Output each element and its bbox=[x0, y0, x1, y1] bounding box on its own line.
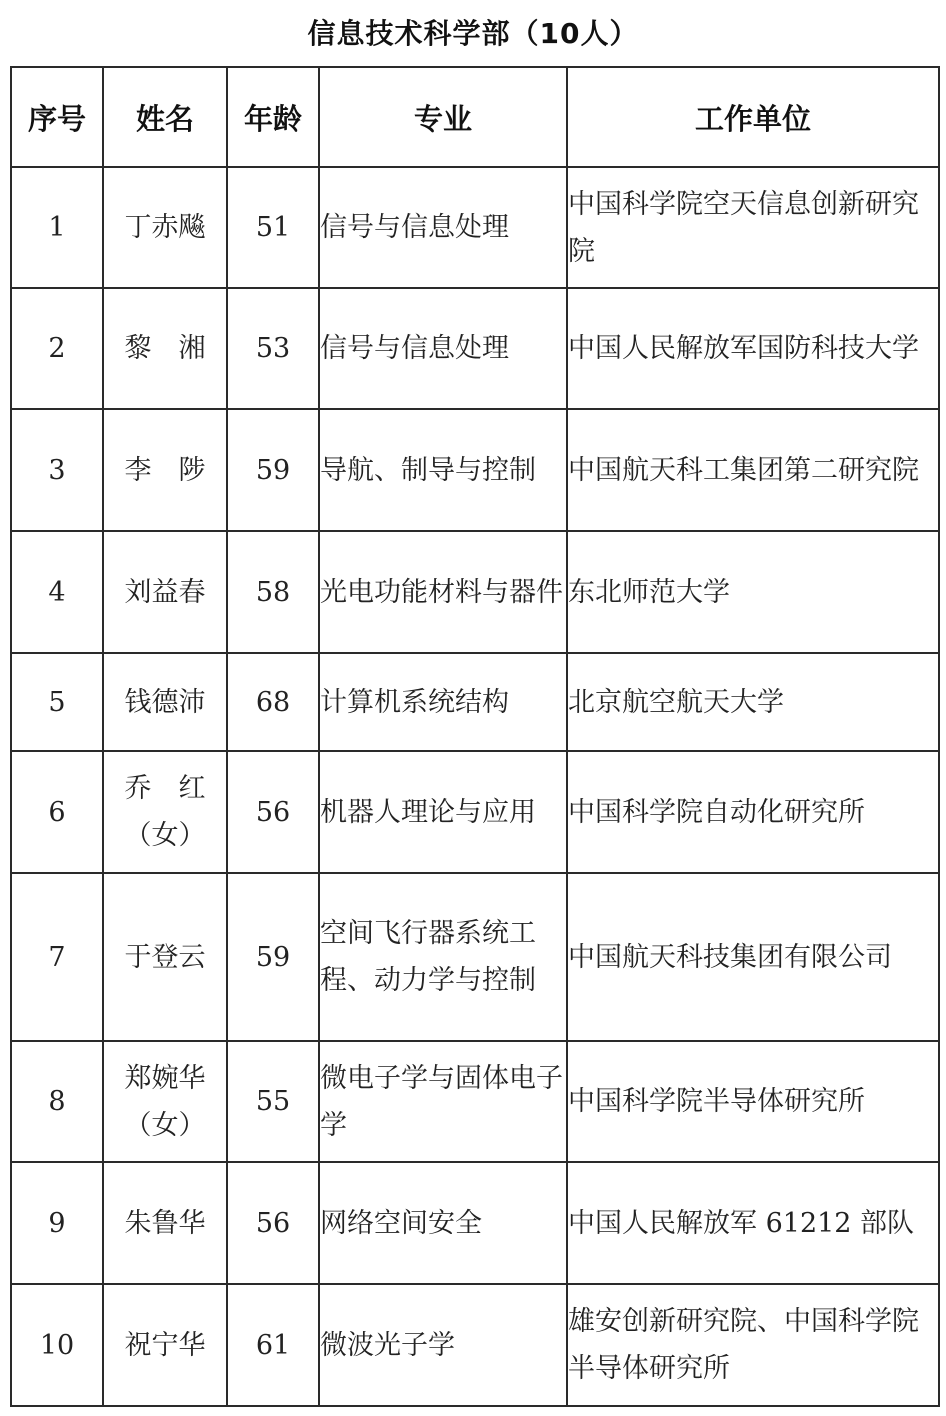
cell-age: 56 bbox=[227, 1162, 319, 1284]
cell-index: 6 bbox=[11, 751, 103, 873]
cell-age: 68 bbox=[227, 653, 319, 751]
cell-unit: 东北师范大学 bbox=[567, 531, 939, 653]
table-row bbox=[11, 873, 939, 1041]
cell-name: 乔 红（女） bbox=[103, 751, 227, 873]
cell-name: 于登云 bbox=[103, 873, 227, 1041]
cell-unit: 中国人民解放军 61212 部队 bbox=[567, 1162, 939, 1284]
cell-name: 钱德沛 bbox=[103, 653, 227, 751]
cell-name: 郑婉华（女） bbox=[103, 1041, 227, 1162]
cell-major: 光电功能材料与器件 bbox=[319, 531, 567, 653]
cell-index: 2 bbox=[11, 288, 103, 409]
cell-age: 59 bbox=[227, 409, 319, 531]
cell-index: 7 bbox=[11, 873, 103, 1041]
cell-major: 空间飞行器系统工程、动力学与控制 bbox=[319, 873, 567, 1041]
cell-unit: 中国人民解放军国防科技大学 bbox=[567, 288, 939, 409]
cell-major: 信号与信息处理 bbox=[319, 288, 567, 409]
cell-major: 计算机系统结构 bbox=[319, 653, 567, 751]
cell-index: 4 bbox=[11, 531, 103, 653]
member-table bbox=[10, 66, 940, 1407]
cell-name: 丁赤飚 bbox=[103, 167, 227, 288]
header-age: 年龄 bbox=[227, 67, 319, 167]
table-row bbox=[11, 751, 939, 873]
cell-unit: 中国科学院空天信息创新研究院 bbox=[567, 167, 939, 288]
cell-unit: 北京航空航天大学 bbox=[567, 653, 939, 751]
cell-age: 58 bbox=[227, 531, 319, 653]
cell-major: 微波光子学 bbox=[319, 1284, 567, 1406]
cell-unit: 中国科学院自动化研究所 bbox=[567, 751, 939, 873]
table-row bbox=[11, 531, 939, 653]
cell-index: 3 bbox=[11, 409, 103, 531]
cell-major: 信号与信息处理 bbox=[319, 167, 567, 288]
cell-age: 61 bbox=[227, 1284, 319, 1406]
cell-major: 网络空间安全 bbox=[319, 1162, 567, 1284]
cell-age: 51 bbox=[227, 167, 319, 288]
cell-index: 1 bbox=[11, 167, 103, 288]
cell-index: 8 bbox=[11, 1041, 103, 1162]
cell-major: 机器人理论与应用 bbox=[319, 751, 567, 873]
header-index: 序号 bbox=[11, 67, 103, 167]
cell-major: 导航、制导与控制 bbox=[319, 409, 567, 531]
cell-unit: 中国科学院半导体研究所 bbox=[567, 1041, 939, 1162]
cell-name: 黎 湘 bbox=[103, 288, 227, 409]
cell-age: 56 bbox=[227, 751, 319, 873]
cell-name: 刘益春 bbox=[103, 531, 227, 653]
cell-unit: 雄安创新研究院、中国科学院半导体研究所 bbox=[567, 1284, 939, 1406]
cell-unit: 中国航天科工集团第二研究院 bbox=[567, 409, 939, 531]
page-title: 信息技术科学部（10人） bbox=[307, 17, 639, 50]
cell-name: 祝宁华 bbox=[103, 1284, 227, 1406]
cell-index: 9 bbox=[11, 1162, 103, 1284]
cell-age: 59 bbox=[227, 873, 319, 1041]
header-name: 姓名 bbox=[103, 67, 227, 167]
cell-index: 10 bbox=[11, 1284, 103, 1406]
table-header-row bbox=[11, 67, 939, 167]
table-row bbox=[11, 1041, 939, 1162]
cell-age: 55 bbox=[227, 1041, 319, 1162]
table-row bbox=[11, 1162, 939, 1284]
cell-age: 53 bbox=[227, 288, 319, 409]
table-row bbox=[11, 1284, 939, 1406]
table-row bbox=[11, 167, 939, 288]
cell-major: 微电子学与固体电子学 bbox=[319, 1041, 567, 1162]
table-row bbox=[11, 288, 939, 409]
cell-name: 朱鲁华 bbox=[103, 1162, 227, 1284]
table-row bbox=[11, 653, 939, 751]
cell-name: 李 陟 bbox=[103, 409, 227, 531]
cell-unit: 中国航天科技集团有限公司 bbox=[567, 873, 939, 1041]
header-unit: 工作单位 bbox=[567, 67, 939, 167]
cell-index: 5 bbox=[11, 653, 103, 751]
table-row bbox=[11, 409, 939, 531]
header-major: 专业 bbox=[319, 67, 567, 167]
